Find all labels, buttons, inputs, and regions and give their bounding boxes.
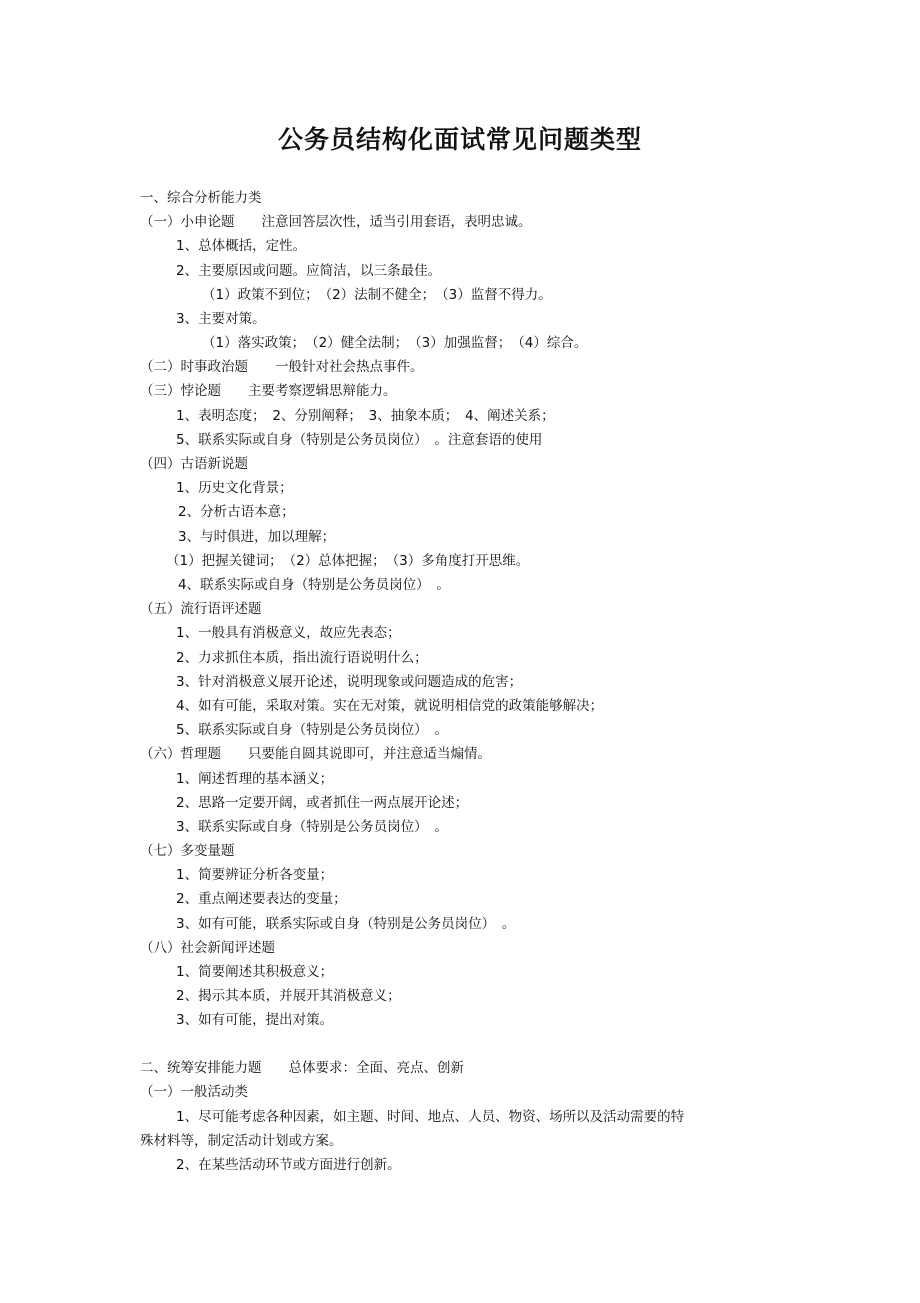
- subsection-heading: （七）多变量题: [140, 843, 235, 859]
- list-item: 3、如有可能，联系实际或自身（特别是公务员岗位） 。: [176, 916, 516, 932]
- list-item: 1、历史文化背景；: [176, 480, 293, 496]
- list-item: 4、如有可能，采取对策。实在无对策，就说明相信党的政策能够解决；: [176, 698, 604, 714]
- list-item: 1、一般具有消极意义，故应先表态；: [176, 625, 401, 641]
- list-item: 2、分析古语本意；: [178, 504, 295, 520]
- list-item: 3、联系实际或自身（特别是公务员岗位） 。: [176, 819, 448, 835]
- paragraph-line: 殊材料等，制定活动计划或方案。: [140, 1133, 343, 1149]
- list-item: 1、总体概括，定性。: [176, 238, 307, 254]
- list-item: 2、力求抓住本质，指出流行语说明什么；: [176, 650, 428, 666]
- list-item: （1）落实政策； （2）健全法制； （3）加强监督； （4）综合。: [202, 335, 588, 351]
- subsection-heading: （一）小申论题 注意回答层次性，适当引用套语，表明忠诚。: [140, 214, 532, 230]
- list-item: （1）把握关键词； （2）总体把握； （3）多角度打开思维。: [166, 553, 530, 569]
- list-item: 1、简要阐述其积极意义；: [176, 964, 334, 980]
- subsection-heading: （三）悖论题 主要考察逻辑思辩能力。: [140, 383, 397, 399]
- list-item: 1、表明态度； 2、分别阐释； 3、抽象本质； 4、阐述关系；: [176, 408, 555, 424]
- paragraph-line: 1、尽可能考虑各种因素，如主题、时间、地点、人员、物资、场所以及活动需要的特: [176, 1109, 685, 1125]
- list-item: 2、揭示其本质，并展开其消极意义；: [176, 988, 401, 1004]
- list-item: 2、主要原因或问题。应简洁，以三条最佳。: [176, 263, 442, 279]
- list-item: 3、针对消极意义展开论述，说明现象或问题造成的危害；: [176, 674, 523, 690]
- subsection-heading: （四）古语新说题: [140, 456, 248, 472]
- subsection-heading: （五）流行语评述题: [140, 601, 262, 617]
- list-item: 3、如有可能，提出对策。: [176, 1012, 334, 1028]
- list-item: 3、主要对策。: [176, 311, 266, 327]
- list-item: （1）政策不到位； （2）法制不健全； （3）监督不得力。: [202, 287, 552, 303]
- list-item: 2、在某些活动环节或方面进行创新。: [176, 1157, 401, 1173]
- subsection-heading: （八）社会新闻评述题: [140, 940, 275, 956]
- list-item: 5、联系实际或自身（特别是公务员岗位） 。注意套语的使用: [176, 432, 543, 448]
- subsection-heading: （二）时事政治题 一般针对社会热点事件。: [140, 359, 424, 375]
- list-item: 4、联系实际或自身（特别是公务员岗位） 。: [178, 577, 450, 593]
- list-item: 3、与时俱进，加以理解；: [178, 529, 336, 545]
- subsection-heading: （六）哲理题 只要能自圆其说即可，并注意适当煽情。: [140, 746, 491, 762]
- page-title: 公务员结构化面试常见问题类型: [277, 125, 642, 154]
- section-heading: 一、综合分析能力类: [140, 190, 262, 206]
- section-heading: 二、统筹安排能力题 总体要求：全面、亮点、创新: [140, 1060, 464, 1076]
- list-item: 5、联系实际或自身（特别是公务员岗位） 。: [176, 722, 448, 738]
- list-item: 1、简要辨证分析各变量；: [176, 867, 334, 883]
- list-item: 2、思路一定要开阔，或者抓住一两点展开论述；: [176, 795, 469, 811]
- subsection-heading: （一）一般活动类: [140, 1084, 248, 1100]
- list-item: 2、重点阐述要表达的变量；: [176, 891, 347, 907]
- list-item: 1、阐述哲理的基本涵义；: [176, 771, 334, 787]
